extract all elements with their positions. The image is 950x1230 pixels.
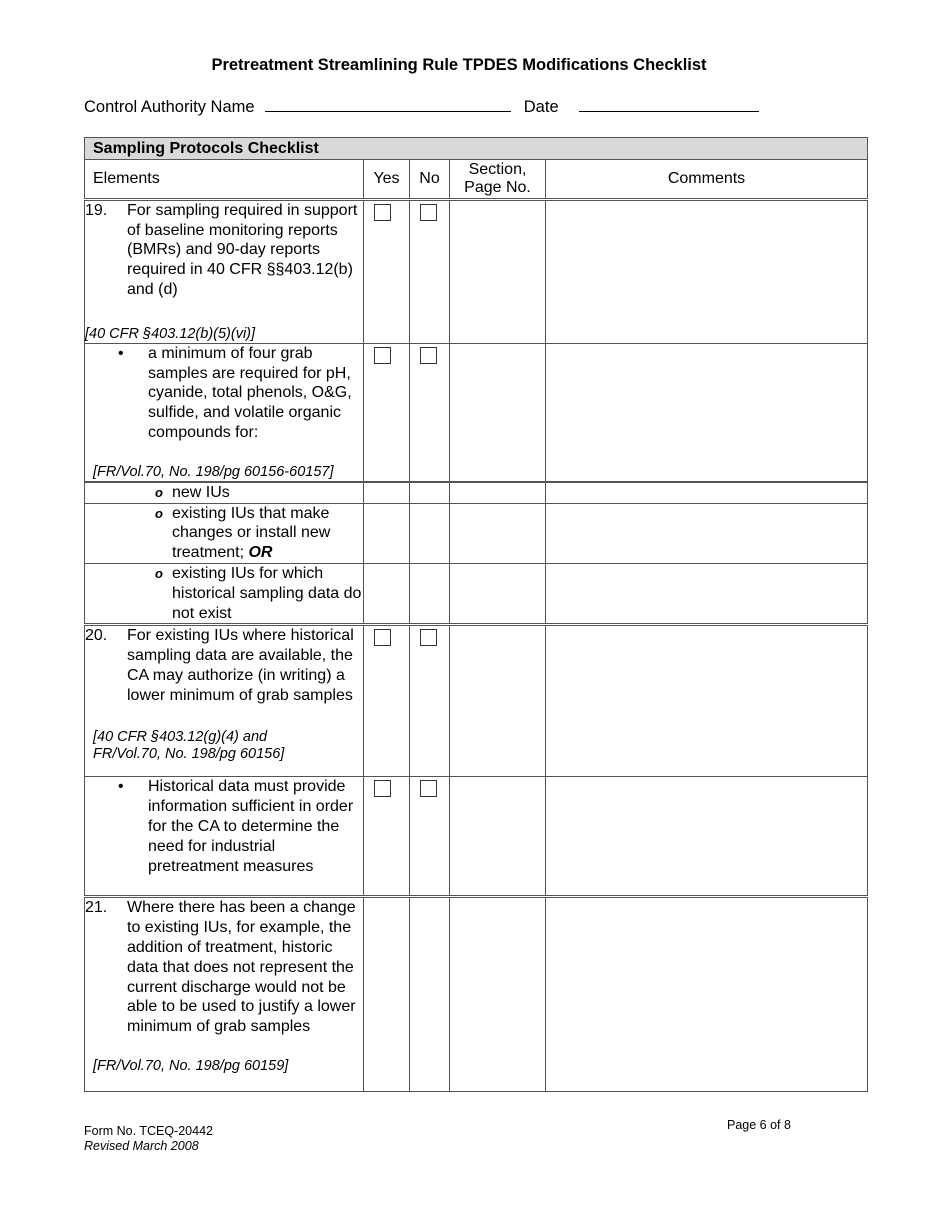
yes-cell [364,777,410,897]
bullet-icon: • [118,344,124,362]
item-number: 21. [85,899,108,917]
yes-cell [364,503,410,563]
or-label: OR [248,544,273,562]
element-cell [85,343,364,482]
control-authority-name-field[interactable] [265,95,511,112]
table-row-item-21 [85,897,868,1092]
no-cell [410,625,450,777]
date-label: Date [523,98,559,116]
element-cell [85,625,364,777]
form-info [84,1124,213,1154]
circle-bullet-icon: o [155,484,163,500]
section-page-cell[interactable] [450,625,546,777]
section-page-cell[interactable] [450,343,546,482]
col-header-elements: Elements [85,159,364,199]
section-page-cell[interactable] [450,503,546,563]
yes-checkbox[interactable] [374,347,391,364]
table-row-sub-existing-changes [85,503,868,563]
col-header-yes: Yes [364,159,410,199]
section-page-cell[interactable] [450,563,546,624]
table-row-item-19-bullet [85,343,868,482]
no-checkbox[interactable] [420,780,437,797]
element-cell [85,199,364,343]
no-cell [410,897,450,1092]
yes-checkbox[interactable] [374,204,391,221]
element-cell [85,482,364,503]
yes-cell [364,343,410,482]
section-page-cell[interactable] [450,777,546,897]
comments-cell[interactable] [546,777,868,897]
table-row-item-20-bullet [85,777,868,897]
comments-cell[interactable] [546,199,868,343]
table-row-sub-no-historical [85,563,868,624]
bullet-icon: • [118,778,124,796]
sub-item-text: existing IUs for which historical sampling data do not exist [172,564,362,622]
table-row-sub-new-ius [85,482,868,503]
table-row-item-19 [85,199,868,343]
no-cell [410,343,450,482]
yes-checkbox[interactable] [374,629,391,646]
comments-cell[interactable] [546,343,868,482]
citation: [40 CFR §403.12(b)(5)(vi)] [85,325,256,342]
section-title: Sampling Protocols Checklist [85,138,868,160]
control-authority-label: Control Authority Name [84,98,255,116]
no-cell [410,563,450,624]
sub-item-text: existing IUs that make changes or install new treatment; [172,504,331,562]
no-cell [410,482,450,503]
citation [85,729,363,763]
section-page-cell[interactable] [450,482,546,503]
no-checkbox[interactable] [420,347,437,364]
item-number: 20. [85,627,108,645]
circle-bullet-icon: o [155,565,163,581]
circle-bullet-icon: o [155,505,163,521]
control-authority-line [84,95,759,117]
bullet-text: a minimum of four grab samples are required for pH, cyanide, total phenols, O&G, sulfide, and volatile organic compounds for: [148,344,352,441]
comments-cell[interactable] [546,482,868,503]
comments-cell[interactable] [546,563,868,624]
yes-cell [364,897,410,1092]
element-cell [85,503,364,563]
item-text: For existing IUs where historical sampling data are available, the CA may authorize (in writing) a lower minimum of grab samples [127,627,354,704]
no-cell [410,503,450,563]
sub-item-text: new IUs [172,483,230,501]
citation-line1: [40 CFR §403.12(g)(4) and [93,728,268,745]
sampling-protocols-table [84,137,868,1092]
yes-checkbox[interactable] [374,780,391,797]
citation-line2: FR/Vol.70, No. 198/pg 60156] [93,745,285,762]
col-header-section-page [450,159,546,199]
col-header-section-line1: Section, [468,160,527,178]
element-cell [85,777,364,897]
element-cell [85,897,364,1092]
no-checkbox[interactable] [420,204,437,221]
yes-cell [364,563,410,624]
section-page-cell[interactable] [450,199,546,343]
no-checkbox[interactable] [420,629,437,646]
yes-cell [364,199,410,343]
no-cell [410,777,450,897]
comments-cell[interactable] [546,897,868,1092]
page-title: Pretreatment Streamlining Rule TPDES Modifications Checklist [211,56,707,74]
revised-date: Revised March 2008 [84,1139,199,1153]
date-field[interactable] [579,95,759,112]
col-header-no: No [410,159,450,199]
yes-cell [364,625,410,777]
item-text: For sampling required in support of baseline monitoring reports (BMRs) and 90-day reports required in 40 CFR §§403.12(b) and (d) [127,201,358,298]
item-text: Where there has been a change to existing IUs, for example, the addition of treatment, historic data that does not represent the current discharge would not be able to be used to justify a lower minimum of grab samples [127,899,356,1036]
bullet-text: Historical data must provide information sufficient in order for the CA to determine the need for industrial pretreatment measures [148,778,354,875]
item-number: 19. [85,201,108,219]
yes-cell [364,482,410,503]
element-cell [85,563,364,624]
no-cell [410,199,450,343]
comments-cell[interactable] [546,625,868,777]
col-header-comments: Comments [546,159,868,199]
section-page-cell[interactable] [450,897,546,1092]
comments-cell[interactable] [546,503,868,563]
table-row-item-20 [85,625,868,777]
col-header-section-line2: Page No. [464,178,531,196]
form-number: Form No. TCEQ-20442 [84,1124,213,1138]
citation: [FR/Vol.70, No. 198/pg 60159] [93,1057,289,1074]
citation: [FR/Vol.70, No. 198/pg 60156-60157] [93,463,334,480]
page-number: Page 6 of 8 [727,1118,791,1132]
